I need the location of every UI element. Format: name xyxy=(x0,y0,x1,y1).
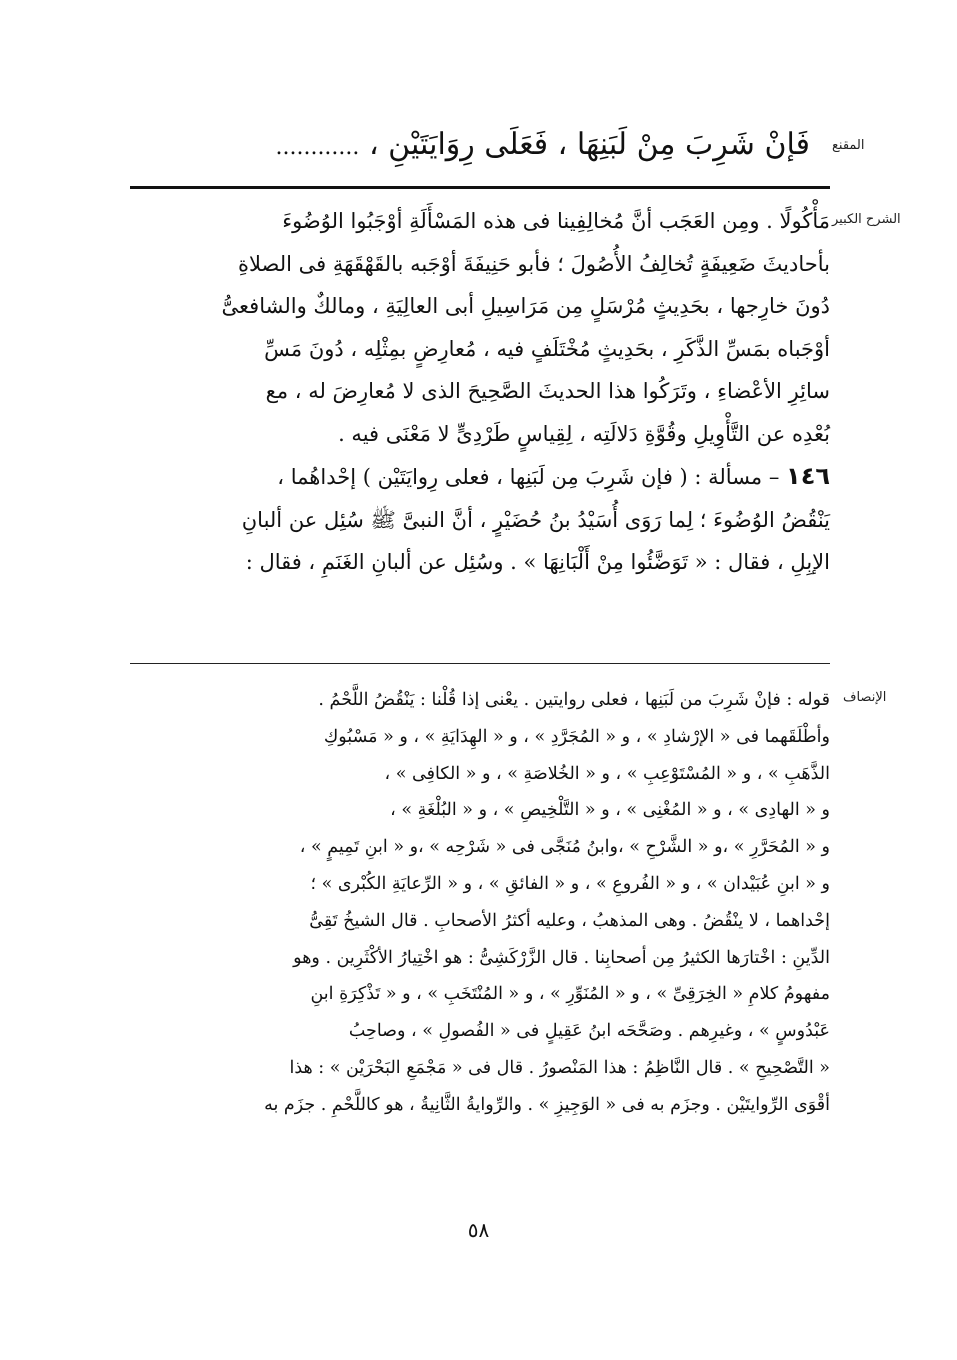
insaf-line: و « الهادِى » ، و « المُغْنِى » ، و « التَّلْخِيصِ » ، و « البُلْغَةِ » ، xyxy=(390,800,830,821)
masala-heading-line xyxy=(130,455,830,499)
insaf-line: إحْداهما ، لا ينْقُضُ . وهى المذهبُ ، وعليه أكثرُ الأصحابِ . قال الشيخُ تَقِىُّ xyxy=(309,910,830,931)
sharh-line: بُعْدِه عن التَّأْوِيلِ وقُوَّةِ دَلالَتِه ، لِقِياسٍ طَرْدِىٍّ لا مَعْنَى فيه . xyxy=(338,421,830,446)
page-number: ٥٨ xyxy=(467,1218,490,1242)
insaf-text-block xyxy=(130,682,830,1124)
label-muqni: المقنع xyxy=(832,138,865,153)
sharh-line: بأحاديثَ ضَعِيفَةٍ تُخالِفُ الأُصُولَ ؛ فأبو حَنِيفَةَ أوْجَبه بالقَهْقَهَةِ فى الصلاةِ xyxy=(238,251,830,276)
sharh-line: سائِرِ الأعْضاءِ ، وتَرَكُوا هذا الحديثَ الصَّحِيحَ الذى لا مُعارِضَ له ، مع xyxy=(265,379,830,403)
muqni-dots: ............ xyxy=(275,135,360,160)
sharh-line: الإبِلِ ، فقال : « تَوَضَّئُوا مِنْ أَلْبَانِهَا » . وسُئِل عن ألبانِ الغَنَمِ ، فقال : xyxy=(245,550,830,574)
muqni-text: فَإنْ شَرِبَ مِنْ لَبَنِهَا ، فَعَلَى رِوَايَتَيْنِ ، xyxy=(368,127,810,162)
section-divider-thin xyxy=(130,663,830,664)
section-divider-thick xyxy=(130,186,830,189)
insaf-line: عَبْدُوسٍ » ، وغيرِهم . وصَحَّحَه ابنُ عَقِيلٍ فى « الفُصولِ » ، وصاحِبُ xyxy=(348,1021,830,1042)
insaf-line: الذَّهَبِ » ، و « المُسْتَوْعِبِ » ، و « الخُلاصَةِ » ، و « الكافِى » ، xyxy=(384,763,830,784)
sharh-line: يَنْقُضُ الوُضُوءَ ؛ لِما رَوَى أُسَيْدُ بنُ حُضَيْرٍ ، أنَّ النبىَّ ﷺ سُئِل عن ألبانِ xyxy=(241,507,830,532)
insaf-line: وأطْلَقَهما فى « الإرْشادِ » ، و « المُجَرَّدِ » ، و « الهِدَايَةِ » ، و « مَسْبُوكِ xyxy=(323,726,830,747)
insaf-line: و « المُحَرَّرِ » ،و « الشَّرْحِ » ،وابنُ مُنَجَّى فى « شَرْحِه » ،و « ابنِ تَمِيمٍ » ، xyxy=(299,837,830,858)
sharh-line: دُونَ خارِجها ، بحَدِيثٍ مُرْسَلٍ مِن مَرَاسِيلِ أبى العالِيَةِ ، ومالكٌ والشافعىُّ xyxy=(221,294,830,318)
muqni-text-block xyxy=(130,120,810,180)
insaf-line: قوله : فإنْ شَرِبَ من لَبَنِها ، فعلى روايتين . يعْنى إذا قُلْنا : يَنْقُضُ اللَّحْمُ . xyxy=(318,690,830,710)
insaf-line: مفهومُ كلامِ « الخِرَقِىِّ » ، و « المُنَوِّرِ » ، و « المُنْتَخَبِ » ، و « تَذْكِرَةِ ابنِ xyxy=(310,984,830,1005)
sharh-line: مَأْكُولًا . ومِن العَجَب أنَّ مُخالِفِينا فى هذه المَسْأَلَةِ أوْجَبُوا الوُضُوءَ xyxy=(282,209,830,233)
insaf-line: « التَّصْحِيحِ » . قال النَّاظِمُ : هذا المَنْصورُ . قال فى « مَجْمَعِ البَحْرَيْن » : هذا xyxy=(289,1057,830,1078)
label-insaf: الإنصاف xyxy=(843,690,887,705)
sharh-line: أوْجَباه بمَسِّ الذَّكَرِ ، بحَدِيثٍ مُخْتَلَفٍ فيه ، مُعارِضٍ بمِثْلِه ، دُونَ مَسِّ xyxy=(264,336,830,361)
masala-heading-text: – مسألة : ( فإن شَرِبَ مِن لَبَنِها ، فعلى رِوايَتَيْن ) إحْداهُما ، xyxy=(277,465,780,489)
insaf-line: الدِّينِ : اخْتارَها الكثيرُ مِن أصحابِنا . قال الزَّرْكَشِىُّ : هو اخْتِيارُ الأكْثَرِين . وهو xyxy=(293,947,830,968)
insaf-line: أقْوَى الرِّوايتَيْن . وجزَم به فى « الوَجِيزِ » . والرِّوايةُ الثَّانِيةُ ، هو كاللَّحْمِ . جزَم به xyxy=(264,1094,830,1115)
sharh-text-block xyxy=(130,200,830,584)
insaf-line: و « ابنِ عُبَيْدان » ، و « الفُروعِ » ، و « الفائقِ » ، و « الرِّعايَةِ الكُبْرى » ؛ xyxy=(310,873,830,894)
label-sharh: الشرح الكبير xyxy=(832,212,901,227)
masala-number: ١٤٦ xyxy=(786,462,830,490)
